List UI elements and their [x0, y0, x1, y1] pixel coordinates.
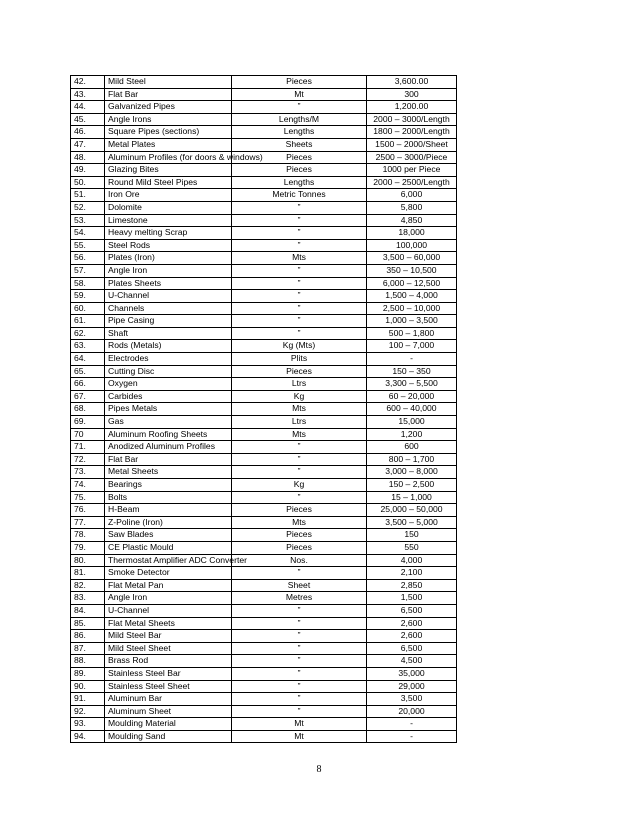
price-table — [70, 75, 457, 743]
price-cell: - — [367, 718, 457, 731]
row-number-cell: 88. — [71, 655, 105, 668]
item-description-cell: U-Channel — [105, 604, 232, 617]
row-number-cell: 47. — [71, 138, 105, 151]
item-description-cell: CE Plastic Mould — [105, 541, 232, 554]
unit-cell: ” — [232, 567, 367, 580]
price-cell: 600 – 40,000 — [367, 403, 457, 416]
row-number-cell: 69. — [71, 416, 105, 429]
price-cell: 29,000 — [367, 680, 457, 693]
row-number-cell: 60. — [71, 302, 105, 315]
item-description-cell: Aluminum Bar — [105, 693, 232, 706]
row-number-cell: 90. — [71, 680, 105, 693]
unit-cell: ” — [232, 239, 367, 252]
price-cell: 500 – 1,800 — [367, 327, 457, 340]
table-row — [71, 441, 457, 454]
table-row — [71, 567, 457, 580]
table-row — [71, 315, 457, 328]
table-row — [71, 176, 457, 189]
price-cell: 18,000 — [367, 227, 457, 240]
table-row — [71, 214, 457, 227]
row-number-cell: 58. — [71, 277, 105, 290]
table-row — [71, 76, 457, 89]
table-row — [71, 201, 457, 214]
unit-cell: Kg (Mts) — [232, 340, 367, 353]
row-number-cell: 91. — [71, 693, 105, 706]
row-number-cell: 83. — [71, 592, 105, 605]
item-description-cell: Channels — [105, 302, 232, 315]
table-row — [71, 138, 457, 151]
price-cell: 25,000 – 50,000 — [367, 504, 457, 517]
row-number-cell: 45. — [71, 113, 105, 126]
unit-cell: Pieces — [232, 529, 367, 542]
unit-cell: Metres — [232, 592, 367, 605]
row-number-cell: 75. — [71, 491, 105, 504]
table-row — [71, 667, 457, 680]
table-row — [71, 541, 457, 554]
item-description-cell: Oxygen — [105, 378, 232, 391]
item-description-cell: Round Mild Steel Pipes — [105, 176, 232, 189]
table-row — [71, 428, 457, 441]
item-description-cell: Bolts — [105, 491, 232, 504]
table-row — [71, 705, 457, 718]
price-cell: 150 – 2,500 — [367, 479, 457, 492]
page-number: 8 — [316, 764, 322, 775]
row-number-cell: 43. — [71, 88, 105, 101]
price-cell: 1,200 — [367, 428, 457, 441]
price-cell: 1,500 — [367, 592, 457, 605]
price-cell: 15 – 1,000 — [367, 491, 457, 504]
item-description-cell: Mild Steel Sheet — [105, 642, 232, 655]
price-cell: 60 – 20,000 — [367, 390, 457, 403]
unit-cell: ” — [232, 491, 367, 504]
price-cell: 3,600.00 — [367, 76, 457, 89]
unit-cell: Kg — [232, 390, 367, 403]
table-row — [71, 730, 457, 743]
price-cell: 6,500 — [367, 642, 457, 655]
row-number-cell: 72. — [71, 453, 105, 466]
table-row — [71, 126, 457, 139]
row-number-cell: 84. — [71, 604, 105, 617]
price-cell: 3,300 – 5,500 — [367, 378, 457, 391]
unit-cell: Pieces — [232, 504, 367, 517]
unit-cell: Sheet — [232, 579, 367, 592]
price-cell: 350 – 10,500 — [367, 264, 457, 277]
unit-cell: Mts — [232, 428, 367, 441]
item-description-cell: Plates Sheets — [105, 277, 232, 290]
item-description-cell: Anodized Aluminum Profiles — [105, 441, 232, 454]
table-row — [71, 504, 457, 517]
price-cell: 2000 – 2500/Length — [367, 176, 457, 189]
item-description-cell: Metal Sheets — [105, 466, 232, 479]
row-number-cell: 68. — [71, 403, 105, 416]
unit-cell: ” — [232, 705, 367, 718]
unit-cell: Ltrs — [232, 416, 367, 429]
unit-cell: Mt — [232, 718, 367, 731]
row-number-cell: 70 — [71, 428, 105, 441]
item-description-cell: Flat Metal Pan — [105, 579, 232, 592]
row-number-cell: 64. — [71, 353, 105, 366]
row-number-cell: 74. — [71, 479, 105, 492]
item-description-cell: Dolomite — [105, 201, 232, 214]
price-cell: 20,000 — [367, 705, 457, 718]
unit-cell: Plits — [232, 353, 367, 366]
table-row — [71, 604, 457, 617]
price-cell: 3,500 – 5,000 — [367, 516, 457, 529]
price-cell: 100,000 — [367, 239, 457, 252]
item-description-cell: Plates (Iron) — [105, 252, 232, 265]
unit-cell: Ltrs — [232, 378, 367, 391]
table-row — [71, 239, 457, 252]
row-number-cell: 56. — [71, 252, 105, 265]
item-description-cell: Flat Bar — [105, 88, 232, 101]
unit-cell: Mt — [232, 88, 367, 101]
row-number-cell: 50. — [71, 176, 105, 189]
item-description-cell: Moulding Material — [105, 718, 232, 731]
table-row — [71, 378, 457, 391]
row-number-cell: 42. — [71, 76, 105, 89]
row-number-cell: 55. — [71, 239, 105, 252]
price-cell: 15,000 — [367, 416, 457, 429]
table-row — [71, 290, 457, 303]
price-cell: 550 — [367, 541, 457, 554]
unit-cell: Pieces — [232, 151, 367, 164]
item-description-cell: Angle Iron — [105, 264, 232, 277]
item-description-cell: Flat Bar — [105, 453, 232, 466]
item-description-cell: Z-Poline (Iron) — [105, 516, 232, 529]
unit-cell: ” — [232, 315, 367, 328]
unit-cell: Lengths — [232, 126, 367, 139]
item-description-cell: Saw Blades — [105, 529, 232, 542]
row-number-cell: 52. — [71, 201, 105, 214]
unit-cell: Mts — [232, 516, 367, 529]
item-description-cell: Thermostat Amplifier ADC Converter — [105, 554, 232, 567]
item-description-cell: Smoke Detector — [105, 567, 232, 580]
price-cell: 150 – 350 — [367, 365, 457, 378]
row-number-cell: 53. — [71, 214, 105, 227]
item-description-cell: Mild Steel Bar — [105, 630, 232, 643]
table-row — [71, 453, 457, 466]
row-number-cell: 80. — [71, 554, 105, 567]
table-row — [71, 516, 457, 529]
price-cell: 2,600 — [367, 617, 457, 630]
item-description-cell: Moulding Sand — [105, 730, 232, 743]
table-row — [71, 416, 457, 429]
row-number-cell: 89. — [71, 667, 105, 680]
price-table-body — [71, 76, 457, 743]
row-number-cell: 73. — [71, 466, 105, 479]
unit-cell: ” — [232, 441, 367, 454]
price-cell: 2500 – 3000/Piece — [367, 151, 457, 164]
price-cell: 150 — [367, 529, 457, 542]
row-number-cell: 85. — [71, 617, 105, 630]
item-description-cell: Bearings — [105, 479, 232, 492]
table-row — [71, 390, 457, 403]
item-description-cell: Rods (Metals) — [105, 340, 232, 353]
item-description-cell: Cutting Disc — [105, 365, 232, 378]
unit-cell: ” — [232, 290, 367, 303]
table-row — [71, 529, 457, 542]
row-number-cell: 87. — [71, 642, 105, 655]
price-cell: 1500 – 2000/Sheet — [367, 138, 457, 151]
item-description-cell: Shaft — [105, 327, 232, 340]
item-description-cell: Glazing Bites — [105, 164, 232, 177]
table-row — [71, 592, 457, 605]
row-number-cell: 78. — [71, 529, 105, 542]
unit-cell: Nos. — [232, 554, 367, 567]
row-number-cell: 62. — [71, 327, 105, 340]
table-row — [71, 403, 457, 416]
table-row — [71, 693, 457, 706]
table-row — [71, 302, 457, 315]
table-row — [71, 227, 457, 240]
unit-cell: ” — [232, 101, 367, 114]
row-number-cell: 46. — [71, 126, 105, 139]
row-number-cell: 59. — [71, 290, 105, 303]
item-description-cell: Galvanized Pipes — [105, 101, 232, 114]
table-row — [71, 491, 457, 504]
item-description-cell: Gas — [105, 416, 232, 429]
price-cell: 2,500 – 10,000 — [367, 302, 457, 315]
row-number-cell: 54. — [71, 227, 105, 240]
table-row — [71, 642, 457, 655]
item-description-cell: Electrodes — [105, 353, 232, 366]
table-row — [71, 479, 457, 492]
row-number-cell: 71. — [71, 441, 105, 454]
table-row — [71, 340, 457, 353]
price-cell: 300 — [367, 88, 457, 101]
unit-cell: ” — [232, 277, 367, 290]
price-cell: 100 – 7,000 — [367, 340, 457, 353]
item-description-cell: Angle Irons — [105, 113, 232, 126]
price-cell: 800 – 1,700 — [367, 453, 457, 466]
price-cell: 4,500 — [367, 655, 457, 668]
unit-cell: Pieces — [232, 541, 367, 554]
item-description-cell: Limestone — [105, 214, 232, 227]
unit-cell: Kg — [232, 479, 367, 492]
item-description-cell: Angle Iron — [105, 592, 232, 605]
row-number-cell: 65. — [71, 365, 105, 378]
price-cell: - — [367, 730, 457, 743]
price-cell: 6,500 — [367, 604, 457, 617]
unit-cell: Metric Tonnes — [232, 189, 367, 202]
table-row — [71, 101, 457, 114]
unit-cell: ” — [232, 227, 367, 240]
table-row — [71, 277, 457, 290]
table-row — [71, 189, 457, 202]
row-number-cell: 76. — [71, 504, 105, 517]
item-description-cell: Steel Rods — [105, 239, 232, 252]
item-description-cell: Aluminum Roofing Sheets — [105, 428, 232, 441]
unit-cell: Mts — [232, 403, 367, 416]
unit-cell: Mts — [232, 252, 367, 265]
table-row — [71, 655, 457, 668]
table-row — [71, 554, 457, 567]
item-description-cell: Aluminum Profiles (for doors & windows) — [105, 151, 232, 164]
item-description-cell: Carbides — [105, 390, 232, 403]
item-description-cell: Mild Steel — [105, 76, 232, 89]
unit-cell: ” — [232, 201, 367, 214]
item-description-cell: Stainless Steel Sheet — [105, 680, 232, 693]
item-description-cell: Pipe Casing — [105, 315, 232, 328]
row-number-cell: 93. — [71, 718, 105, 731]
unit-cell: ” — [232, 327, 367, 340]
row-number-cell: 81. — [71, 567, 105, 580]
item-description-cell: Heavy melting Scrap — [105, 227, 232, 240]
item-description-cell: Square Pipes (sections) — [105, 126, 232, 139]
table-row — [71, 264, 457, 277]
price-cell: 1,500 – 4,000 — [367, 290, 457, 303]
unit-cell: ” — [232, 604, 367, 617]
item-description-cell: H-Beam — [105, 504, 232, 517]
item-description-cell: Brass Rod — [105, 655, 232, 668]
unit-cell: ” — [232, 693, 367, 706]
price-cell: 1000 per Piece — [367, 164, 457, 177]
item-description-cell: Iron Ore — [105, 189, 232, 202]
table-row — [71, 327, 457, 340]
price-cell: 600 — [367, 441, 457, 454]
table-row — [71, 579, 457, 592]
unit-cell: ” — [232, 680, 367, 693]
row-number-cell: 66. — [71, 378, 105, 391]
price-cell: - — [367, 353, 457, 366]
table-row — [71, 88, 457, 101]
table-row — [71, 365, 457, 378]
unit-cell: ” — [232, 667, 367, 680]
unit-cell: ” — [232, 264, 367, 277]
row-number-cell: 82. — [71, 579, 105, 592]
price-cell: 6,000 — [367, 189, 457, 202]
table-row — [71, 680, 457, 693]
unit-cell: ” — [232, 617, 367, 630]
price-cell: 3,000 – 8,000 — [367, 466, 457, 479]
price-cell: 1,200.00 — [367, 101, 457, 114]
price-cell: 2,100 — [367, 567, 457, 580]
item-description-cell: Aluminum Sheet — [105, 705, 232, 718]
row-number-cell: 67. — [71, 390, 105, 403]
row-number-cell: 79. — [71, 541, 105, 554]
price-cell: 4,000 — [367, 554, 457, 567]
row-number-cell: 44. — [71, 101, 105, 114]
row-number-cell: 51. — [71, 189, 105, 202]
item-description-cell: Pipes Metals — [105, 403, 232, 416]
price-cell: 2,850 — [367, 579, 457, 592]
table-row — [71, 353, 457, 366]
unit-cell: Pieces — [232, 365, 367, 378]
unit-cell: ” — [232, 453, 367, 466]
unit-cell: ” — [232, 655, 367, 668]
row-number-cell: 48. — [71, 151, 105, 164]
price-cell: 3,500 — [367, 693, 457, 706]
price-cell: 4,850 — [367, 214, 457, 227]
table-row — [71, 252, 457, 265]
table-row — [71, 164, 457, 177]
row-number-cell: 86. — [71, 630, 105, 643]
price-cell: 2000 – 3000/Length — [367, 113, 457, 126]
row-number-cell: 94. — [71, 730, 105, 743]
item-description-cell: Stainless Steel Bar — [105, 667, 232, 680]
price-cell: 6,000 – 12,500 — [367, 277, 457, 290]
price-cell: 5,800 — [367, 201, 457, 214]
price-cell: 3,500 – 60,000 — [367, 252, 457, 265]
price-cell: 2,600 — [367, 630, 457, 643]
row-number-cell: 57. — [71, 264, 105, 277]
unit-cell: Lengths — [232, 176, 367, 189]
row-number-cell: 49. — [71, 164, 105, 177]
item-description-cell: Metal Plates — [105, 138, 232, 151]
unit-cell: ” — [232, 642, 367, 655]
unit-cell: ” — [232, 630, 367, 643]
table-row — [71, 718, 457, 731]
price-cell: 1,000 – 3,500 — [367, 315, 457, 328]
unit-cell: Mt — [232, 730, 367, 743]
table-row — [71, 466, 457, 479]
row-number-cell: 61. — [71, 315, 105, 328]
price-cell: 35,000 — [367, 667, 457, 680]
row-number-cell: 77. — [71, 516, 105, 529]
table-row — [71, 113, 457, 126]
table-row — [71, 617, 457, 630]
unit-cell: ” — [232, 466, 367, 479]
row-number-cell: 63. — [71, 340, 105, 353]
price-cell: 1800 – 2000/Length — [367, 126, 457, 139]
item-description-cell: U-Channel — [105, 290, 232, 303]
unit-cell: Pieces — [232, 164, 367, 177]
table-row — [71, 151, 457, 164]
unit-cell: Pieces — [232, 76, 367, 89]
item-description-cell: Flat Metal Sheets — [105, 617, 232, 630]
unit-cell: ” — [232, 302, 367, 315]
row-number-cell: 92. — [71, 705, 105, 718]
unit-cell: Sheets — [232, 138, 367, 151]
table-row — [71, 630, 457, 643]
unit-cell: ” — [232, 214, 367, 227]
unit-cell: Lengths/M — [232, 113, 367, 126]
